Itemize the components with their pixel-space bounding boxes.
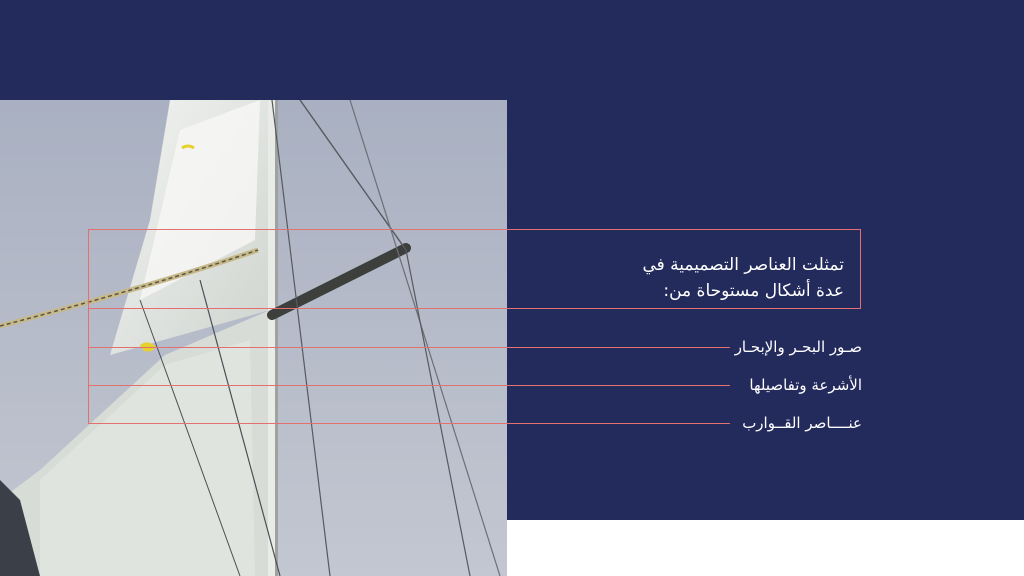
- connector-line-item-1: [88, 347, 730, 348]
- connector-line-item-3: [88, 423, 730, 424]
- connector-line-item-2: [88, 385, 730, 386]
- heading-line-1: تمثلت العناصر التصميمية في: [642, 255, 844, 275]
- list-item-boat-elements: عنــــاصر القــوارب: [742, 414, 862, 432]
- heading-line-2: عدة أشكال مستوحاة من:: [663, 281, 844, 301]
- list-item-sails: الأشرعة وتفاصيلها: [749, 376, 862, 394]
- sailboat-photo: [0, 100, 507, 576]
- slide-heading: [484, 252, 844, 304]
- connector-vertical-line: [88, 309, 89, 424]
- list-item-sea-images: صـور البحـر والإبحـار: [734, 338, 862, 356]
